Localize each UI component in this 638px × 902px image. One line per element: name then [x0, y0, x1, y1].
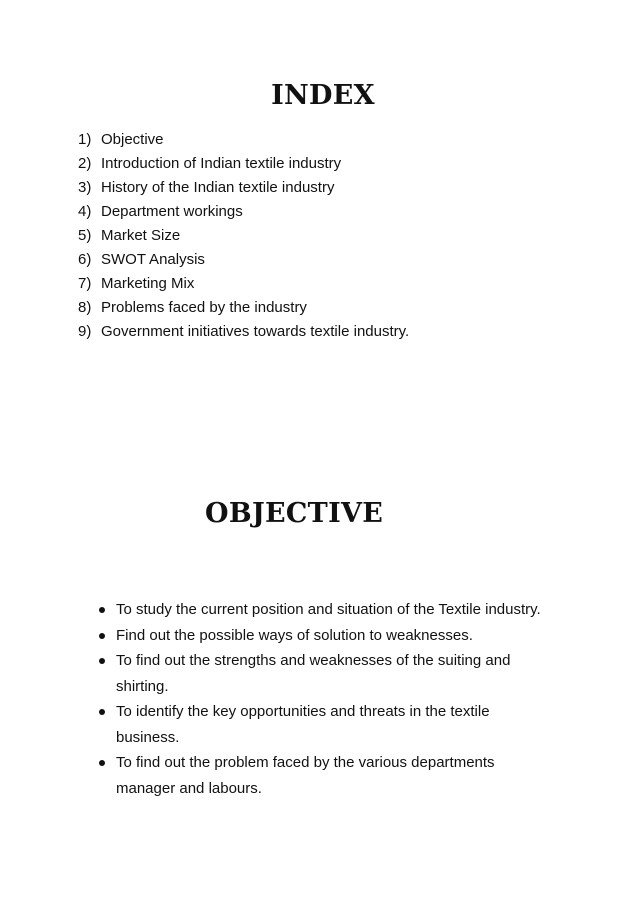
index-item-label: Marketing Mix [101, 275, 195, 292]
index-item-problems [78, 296, 409, 320]
objective-item-text: To identify the key opportunities and threats in the textile business. [116, 703, 490, 746]
index-item-history [78, 176, 409, 200]
index-item-number: 1) [78, 131, 92, 148]
index-item-department-workings [78, 200, 409, 224]
index-item-number: 6) [78, 251, 92, 268]
index-item-number: 2) [78, 155, 92, 172]
bullet-icon [99, 607, 105, 613]
index-item-label: Department workings [101, 203, 243, 220]
index-item-label: SWOT Analysis [101, 251, 205, 268]
index-item-number: 5) [78, 227, 92, 244]
objective-item-text: To find out the strengths and weaknesses of the suiting and shirting. [116, 652, 511, 695]
objective-item [96, 648, 546, 699]
index-item-introduction [78, 152, 409, 176]
index-item-number: 4) [78, 203, 92, 220]
objective-item [96, 623, 546, 649]
index-item-label: Introduction of Indian textile industry [101, 155, 342, 172]
index-item-label: History of the Indian textile industry [101, 179, 335, 196]
objective-list [96, 597, 546, 801]
bullet-icon [99, 709, 105, 715]
index-item-label: Government initiatives towards textile industry. [101, 323, 410, 340]
objective-heading: OBJECTIVE [205, 498, 384, 529]
objective-item [96, 750, 546, 801]
index-heading: INDEX [271, 80, 375, 111]
index-item-number: 9) [78, 323, 92, 340]
objective-item-text: Find out the possible ways of solution to weaknesses. [116, 626, 473, 644]
index-list [78, 128, 409, 344]
index-item-government-initiatives [78, 320, 409, 344]
index-item-swot-analysis [78, 248, 409, 272]
objective-item-text: To find out the problem faced by the various departments manager and labours. [116, 754, 495, 797]
bullet-icon [99, 760, 105, 766]
bullet-icon [99, 658, 105, 664]
index-item-objective [78, 128, 409, 152]
objective-item-text: To study the current position and situation of the Textile industry. [116, 601, 541, 618]
objective-item [96, 699, 546, 750]
index-item-label: Objective [101, 131, 164, 148]
index-item-label: Market Size [101, 227, 181, 244]
index-item-number: 7) [78, 275, 92, 292]
index-item-number: 8) [78, 299, 92, 316]
index-item-label: Problems faced by the industry [101, 299, 307, 316]
index-item-marketing-mix [78, 272, 409, 296]
index-item-market-size [78, 224, 409, 248]
bullet-icon [99, 633, 105, 639]
index-item-number: 3) [78, 179, 92, 196]
objective-item [96, 597, 546, 623]
